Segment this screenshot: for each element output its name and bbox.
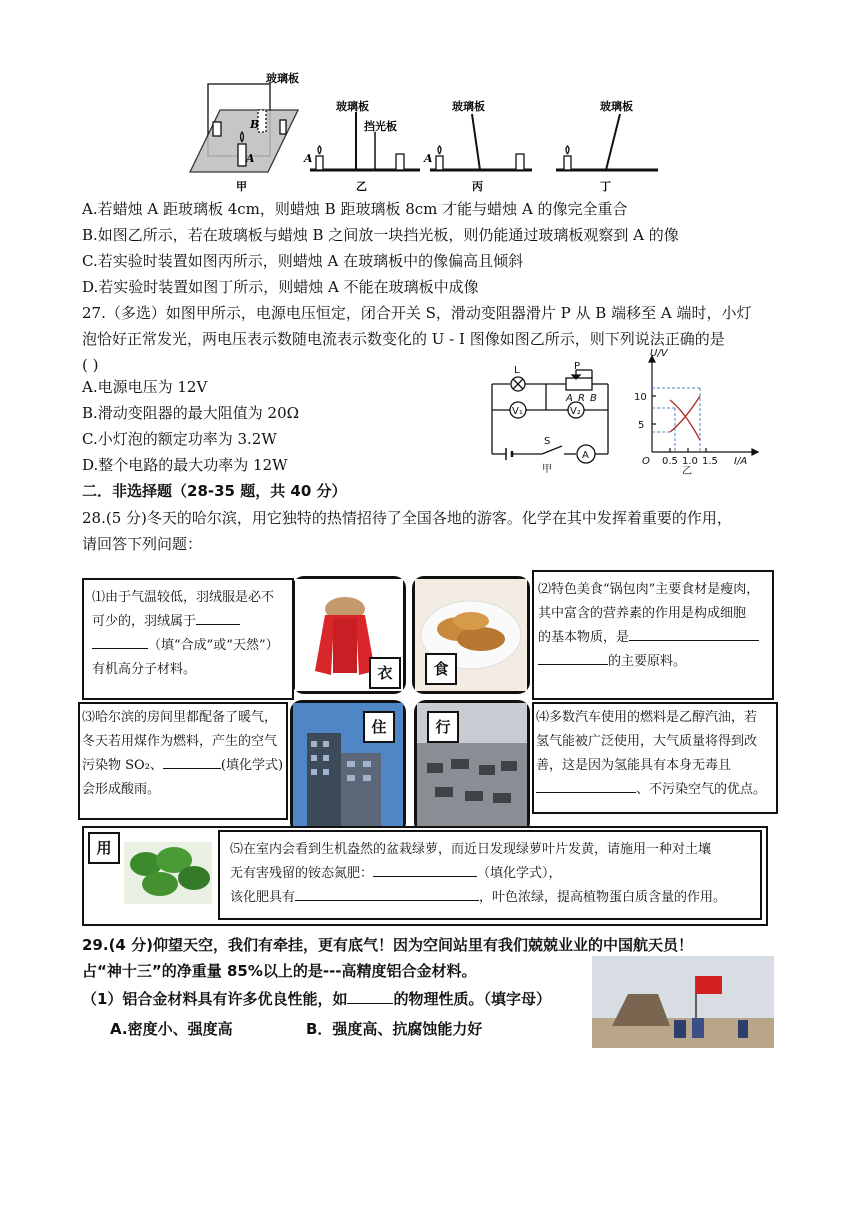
box1-line1: ⑴由于气温较低，羽绒服是必不 <box>92 590 275 605</box>
box3-line3: 污染物 SO₂、 <box>82 758 163 773</box>
circuit-diagram <box>486 362 616 474</box>
box2-line4: 的主要原料。 <box>608 654 687 669</box>
section-2-heading: 二．非选择题（28-35 题，共 40 分） <box>82 482 347 500</box>
q26-option-b: B.如图乙所示，若在玻璃板与蜡烛 B 之间放一块挡光板，则仍能通过玻璃板观察到 A 的像 <box>82 226 679 244</box>
q28-box-4 <box>532 702 778 814</box>
figure-jia <box>190 84 298 172</box>
photo-traffic <box>414 700 530 834</box>
photo-pothos-plant <box>124 842 212 904</box>
box1-line4: 有机高分子材料。 <box>92 662 197 677</box>
lamp-label: L <box>514 365 520 376</box>
glass-label-yi: 玻璃板 <box>336 100 369 113</box>
rheostat-r-label: R <box>578 393 585 404</box>
q28-box-5 <box>82 826 768 926</box>
q29-stem-line1: 29.(4 分)仰望天空，我们有牵挂，更有底气！因为空间站里有我们兢兢业业的中国航天员！ <box>82 936 693 954</box>
v2-label: V₂ <box>570 406 581 417</box>
box1-blank-2[interactable] <box>92 648 148 649</box>
slider-label: P <box>574 361 581 372</box>
photo-down-jacket <box>292 576 406 694</box>
q29-sub1 <box>82 988 551 1010</box>
tag-use: 用 <box>88 832 120 864</box>
candle-a-label-jia: A <box>246 152 255 165</box>
switch-icon <box>542 446 562 454</box>
graph-xtick-1-0: 1.0 <box>682 456 698 467</box>
glass-label-jia: 玻璃板 <box>266 72 299 85</box>
q27-option-a: A.电源电压为 12V <box>82 378 208 396</box>
rheostat-icon <box>566 378 592 390</box>
q28-box-2 <box>532 570 774 700</box>
graph-caption: 乙 <box>682 466 692 477</box>
caption-bing: 丙 <box>472 180 483 193</box>
q29-sub1-tail: 的物理性质。（填字母） <box>393 990 551 1008</box>
box2-line3: 的基本物质，是 <box>538 630 630 645</box>
box2-blank-1[interactable] <box>629 640 759 641</box>
photo-building <box>290 700 406 834</box>
block-label-yi: 挡光板 <box>364 120 397 133</box>
graph-ylabel: U/V <box>650 348 668 359</box>
glass-label-bing: 玻璃板 <box>452 100 485 113</box>
rheostat-b-label: B <box>590 393 597 404</box>
ui-graph <box>630 348 760 477</box>
q28-box-5-inner <box>218 830 762 920</box>
tag-travel: 行 <box>427 711 459 743</box>
q27-option-b: B.滑动变阻器的最大阻值为 20Ω <box>82 404 300 422</box>
box5-line3: 该化肥具有 <box>230 890 296 905</box>
glass-label-ding: 玻璃板 <box>600 100 633 113</box>
q26-option-d: D.若实验时装置如图丁所示，则蜡烛 A 不能在玻璃板中成像 <box>82 278 479 296</box>
circuit-caption: 甲 <box>542 464 552 475</box>
candle-a-label-bing: A <box>424 152 433 165</box>
box5-line2: 无有害残留的铵态氮肥： <box>230 866 374 881</box>
graph-origin: O <box>642 456 650 467</box>
box1-line2: 可少的，羽绒属于 <box>92 614 197 629</box>
box3-line1: ⑶哈尔滨的房间里都配备了暖气， <box>82 710 278 725</box>
q29-option-b: B．强度高、抗腐蚀能力好 <box>306 1020 483 1038</box>
box4-line1: ⑷多数汽车使用的燃料是乙醇汽油，若 <box>536 710 758 725</box>
figure-ding <box>556 114 658 170</box>
tag-house: 住 <box>363 711 395 743</box>
caption-jia: 甲 <box>236 180 247 193</box>
box3-line2: 冬天若用煤作为燃料，产生的空气 <box>82 734 278 749</box>
q29-sub1-blank[interactable] <box>347 1003 393 1004</box>
q29-stem-line2: 占“神十三”的净重量 85%以上的是---高精度铝合金材料。 <box>82 962 477 980</box>
box4-line4: 、不污染空气的优点。 <box>636 782 767 797</box>
box5-blank-2[interactable] <box>295 900 479 901</box>
q27-stem-line1: 27.（多选）如图甲所示，电源电压恒定，闭合开关 S，滑动变阻器滑片 P 从 B 端移至 A 端时，小灯 <box>82 304 752 322</box>
ammeter-label: A <box>582 450 589 461</box>
q26-option-a: A.若蜡烛 A 距玻璃板 4cm，则蜡烛 B 距玻璃板 8cm 才能与蜡烛 A 的像完全重合 <box>82 200 628 218</box>
switch-label: S <box>544 436 551 447</box>
box2-line1: ⑵特色美食“锅包肉”主要食材是瘦肉， <box>538 582 760 597</box>
box3-line4: 会形成酸雨。 <box>82 782 161 797</box>
photo-shenzhou-capsule <box>592 956 774 1048</box>
q27-option-c: C.小灯泡的额定功率为 3.2W <box>82 430 277 448</box>
q27-answer-paren: ( ) <box>82 356 99 374</box>
q28-box-3 <box>78 702 288 820</box>
q27-option-d: D.整个电路的最大功率为 12W <box>82 456 288 474</box>
box1-blank-1[interactable] <box>196 624 240 625</box>
q29-sub1-text: （1）铝合金材料具有许多优良性能，如 <box>82 990 348 1008</box>
box1-line3: （填“合成”或“天然”） <box>148 638 279 653</box>
box2-blank-2[interactable] <box>538 664 608 665</box>
candle-b-label: B <box>250 118 260 131</box>
box5-line1: ⑸在室内会看到生机盎然的盆栽绿萝，而近日发现绿萝叶片发黄，请施用一种对土壤 <box>230 842 712 857</box>
box4-line3: 善，这是因为氢能具有本身无毒且 <box>536 758 732 773</box>
mirror-experiment-figure <box>180 62 660 192</box>
graph-xtick-1-5: 1.5 <box>702 456 718 467</box>
graph-ytick-5: 5 <box>638 420 645 431</box>
box5-line2-tail: （填化学式）， <box>477 866 562 881</box>
tag-food: 食 <box>425 653 457 685</box>
q28-stem-line2: 请回答下列问题： <box>82 535 203 553</box>
graph-xtick-0-5: 0.5 <box>662 456 678 467</box>
box5-blank-1[interactable] <box>373 876 477 877</box>
q28-box-1 <box>82 578 294 700</box>
photo-guobaorou <box>412 576 530 694</box>
rheostat-a-label: A <box>566 393 573 404</box>
q28-stem-line1: 28.(5 分)冬天的哈尔滨，用它独特的热情招待了全国各地的游客。化学在其中发挥着重要的作用， <box>82 509 732 527</box>
box2-line2: 其中富含的营养素的作用是构成细胞 <box>538 606 747 621</box>
box5-line3-tail: ，叶色浓绿，提高植物蛋白质含量的作用。 <box>479 890 727 905</box>
v1-label: V₁ <box>512 406 523 417</box>
graph-xlabel: I/A <box>734 456 748 467</box>
tag-clothes: 衣 <box>369 657 401 689</box>
box3-blank-1[interactable] <box>163 768 221 769</box>
caption-yi: 乙 <box>356 180 367 193</box>
candle-a-label-yi: A <box>304 152 313 165</box>
figure-bing <box>430 114 532 170</box>
q27-stem-line2: 泡恰好正常发光，两电压表示数随电流表示数变化的 U - I 图像如图乙所示，则下列说法正确的是 <box>82 330 725 348</box>
box3-line3-tail: (填化学式) <box>220 758 284 773</box>
graph-ytick-10: 10 <box>634 392 647 403</box>
box4-line2: 氢气能被广泛使用，大气质量将得到改 <box>536 734 758 749</box>
caption-ding: 丁 <box>600 180 611 193</box>
q29-option-a: A.密度小、强度高 <box>110 1020 233 1038</box>
q26-option-c: C.若实验时装置如图丙所示，则蜡烛 A 在玻璃板中的像偏高且倾斜 <box>82 252 524 270</box>
box4-blank-1[interactable] <box>536 792 636 793</box>
